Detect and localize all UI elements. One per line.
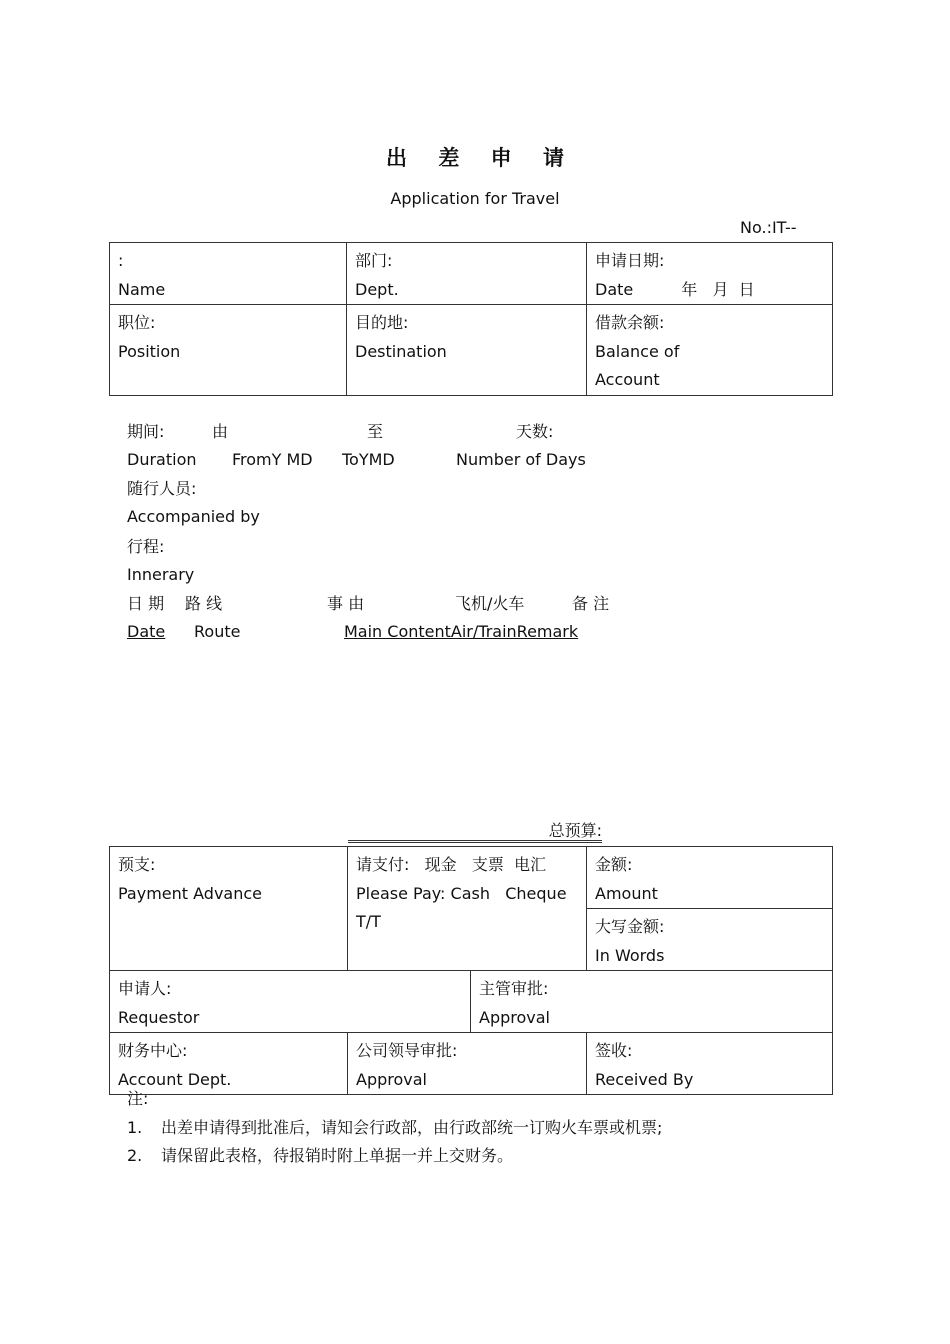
position-label-cn: 职位:: [118, 313, 156, 332]
document-number: No.:IT--: [740, 218, 797, 237]
form-subtitle: Application for Travel: [390, 189, 560, 208]
date-units: 年 月 日: [681, 279, 755, 299]
form-title: 出 差 申 请: [386, 146, 576, 170]
note-number: 2.: [127, 1146, 143, 1165]
column-date-en: Date: [127, 622, 166, 641]
column-remark-cn: 备 注: [572, 594, 610, 613]
to-label-cn: 至: [367, 422, 384, 441]
note-text: 请保留此表格，待报销时附上单据一并上交财务。: [161, 1146, 514, 1165]
words-label-cn: 大写金额:: [595, 917, 665, 936]
note-item: [127, 1114, 662, 1143]
name-label-cn: :: [118, 251, 124, 270]
amount-label-en: Amount: [595, 883, 658, 903]
leader-label-en: Approval: [356, 1069, 427, 1089]
note-text: 出差申请得到批准后，请知会行政部，由行政部统一订购火车票或机票;: [161, 1117, 663, 1137]
account-label-en: Account Dept.: [118, 1069, 232, 1089]
requestor-label-en: Requestor: [118, 1007, 200, 1027]
destination-cell[interactable]: [347, 305, 587, 396]
from-label-cn: 由: [212, 422, 229, 441]
notes-label: 注:: [127, 1089, 149, 1108]
approval-label-en: Approval: [479, 1007, 550, 1027]
received-label-en: Received By: [595, 1069, 694, 1089]
dept-cell[interactable]: [347, 243, 587, 305]
column-content-cn: 事 由: [327, 594, 365, 613]
total-budget-label: 总预算:: [548, 821, 602, 840]
amount-cell[interactable]: [587, 847, 833, 909]
from-label-en: FromY MD: [232, 450, 313, 469]
supervisor-approval-cell[interactable]: [471, 971, 833, 1033]
pay-method-cell[interactable]: [348, 847, 587, 971]
words-label-en: In Words: [595, 945, 665, 965]
column-transport-cn: 飞机/火车: [455, 594, 525, 613]
column-rest-en: Main ContentAir/TrainRemark: [344, 622, 579, 641]
duration-label-cn: 期间:: [127, 422, 165, 441]
itinerary-label-cn: 行程:: [127, 537, 165, 556]
date-label-en: Date: [595, 279, 634, 299]
to-label-en: ToYMD: [342, 450, 395, 469]
date-label-cn: 申请日期:: [595, 251, 665, 270]
approval-label-cn: 主管审批:: [479, 979, 549, 998]
account-label-cn: 财务中心:: [118, 1041, 188, 1060]
dept-label-cn: 部门:: [355, 251, 393, 270]
days-label-cn: 天数:: [516, 422, 554, 441]
duration-label-en: Duration: [127, 450, 197, 469]
balance-label-en-1: Balance of: [595, 341, 680, 361]
notes-section: [127, 1085, 662, 1171]
column-date-cn: 日 期: [127, 594, 165, 613]
total-budget-field[interactable]: [348, 822, 602, 843]
amount-label-cn: 金额:: [595, 855, 633, 874]
column-route-cn: 路 线: [185, 594, 223, 613]
position-label-en: Position: [118, 341, 181, 361]
accompanied-label-cn: 随行人员:: [127, 479, 197, 498]
requestor-label-cn: 申请人:: [118, 979, 172, 998]
pay-method-label-cn: 请支付: 现金 支票 电汇: [356, 855, 547, 874]
accompanied-label-en: Accompanied by: [127, 507, 260, 526]
pay-method-label-en: Please Pay: Cash Cheque: [356, 883, 567, 903]
name-cell[interactable]: [110, 243, 347, 305]
advance-label-cn: 预支:: [118, 855, 156, 874]
balance-cell[interactable]: [587, 305, 833, 396]
balance-label-en-2: Account: [595, 370, 660, 389]
advance-cell[interactable]: [110, 847, 348, 971]
note-item: [127, 1142, 662, 1171]
destination-label-en: Destination: [355, 341, 447, 361]
pay-method-label-en-2: T/T: [356, 912, 381, 931]
balance-label-cn: 借款余额:: [595, 313, 665, 332]
payment-approval-table: [109, 846, 833, 1095]
position-cell[interactable]: [110, 305, 347, 396]
date-cell[interactable]: [587, 243, 833, 305]
dept-label-en: Dept.: [355, 279, 399, 299]
leader-label-cn: 公司领导审批:: [356, 1041, 458, 1060]
name-label-en: Name: [118, 279, 166, 299]
note-number: 1.: [127, 1117, 143, 1137]
date-label-en-row: [595, 276, 824, 305]
amount-in-words-cell[interactable]: [587, 909, 833, 971]
itinerary-label-en: Innerary: [127, 565, 195, 584]
destination-label-cn: 目的地:: [355, 313, 409, 332]
column-route-en: Route: [194, 622, 241, 641]
received-label-cn: 签收:: [595, 1041, 633, 1060]
requestor-cell[interactable]: [110, 971, 471, 1033]
advance-label-en: Payment Advance: [118, 883, 263, 903]
days-label-en: Number of Days: [456, 450, 586, 469]
applicant-info-table: [109, 242, 833, 396]
